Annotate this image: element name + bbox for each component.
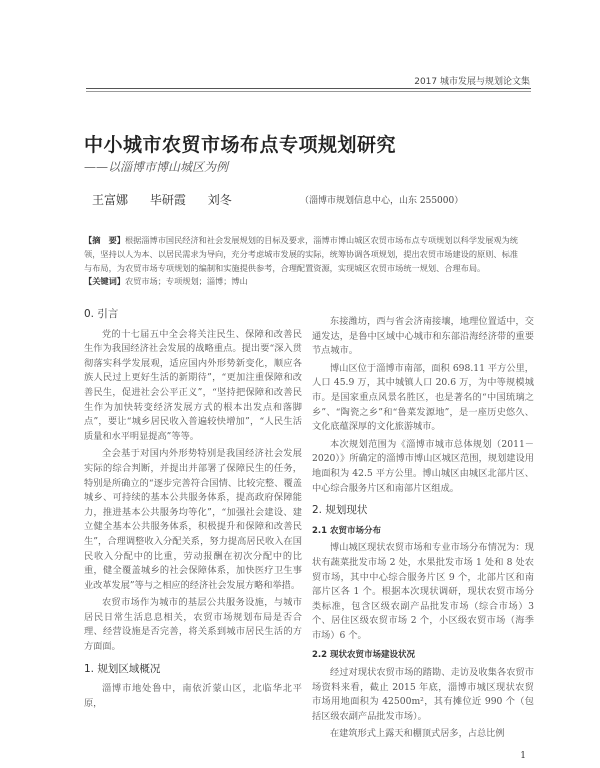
paragraph: 全会基于对国内外形势特别是我国经济社会发展实际的综合判断，并提出并部署了保障民生的任务，特别是所确立的“逐步完善符合国情、比较完整、覆盖城乡、可持续的基本公共服务体系，提高政府保障能力，推进基本公共服务均等化”，“加强社会建设、建立健全基本公共服务体系，积极提升和保障和改善民生”，合理调整收入分配关系，努力提高居民收入在国民收入分配中的比重，劳动报酬在初次分配中的比重，健全覆盖城乡的社会保障体系，加快医疗卫生事业改革发展”等与之相应的经济社会发展方略和举措。: [84, 448, 302, 591]
paragraph: 在建筑形式上露天和棚顶式居多，占总比例: [330, 728, 505, 740]
paragraph: 东接潍坊，西与省会济南接壤，地理位置适中，交通发达，是鲁中区域中心城市和东部沿海经济带的重要节点城市。: [312, 316, 534, 357]
author-2: 毕研霞: [149, 193, 186, 207]
author-1: 王富娜: [92, 193, 129, 207]
section-0-heading: 0. 引言: [84, 308, 119, 320]
paragraph: 博山区位于淄博市南部，面积 698.11 平方公里，人口 45.9 万，其中城镇人口 20.6 万，为中等规模城市。是国家重点风景名胜区，也是著名的“中国琉璃之乡”、“陶瓷之乡”和“鲁菜发源地”，是一座历史悠久、文化底蕴深厚的文化旅游城市。: [312, 362, 534, 433]
author-3: 刘冬: [207, 193, 232, 207]
abstract: [84, 233, 520, 275]
subsection-2-1-heading: 2.1 农贸市场分布: [312, 525, 382, 536]
page-number: 1: [520, 751, 526, 761]
author-list: [92, 191, 250, 208]
paragraph: 博山城区现状农贸市场和专业市场分布情况为：现状有蔬菜批发市场 2 处，水果批发市场 1 处和 8 处农贸市场，其中中心综合服务片区 9 个，北部片区和南部片区各 1 个。根据本次现状调研，现状农贸市场分类标准，包含区级农副产品批发市场（综合市场）3 个、居住区级农贸市场 2 个，小区级农贸市场（海季市场）6 个。: [312, 542, 534, 641]
subsection-2-2-heading: 2.2 现状农贸市场建设状况: [312, 650, 416, 661]
header-rule-thin: [86, 91, 531, 92]
paragraph: 党的十七届五中全会将关注民生、保障和改善民生作为我国经济社会发展的战略重点。提出要“深入贯彻落实科学发展观，适应国内外形势新变化，顺应各族人民过上更好生活的新期待”，“更加注重保障和改善民生，促进社会公平正义”，“坚持把保障和改善民生作为加快转变经济发展方式的根本出发点和落脚点”，要让“城乡居民收入普遍较快增加”，“人民生活质量和水平明显提高”等等。: [84, 328, 302, 442]
paragraph: 农贸市场作为城市的基层公共服务设施，与城市居民日常生活息息相关，农贸市场规划布局是否合理、经营设施是否完善，将关系到城市居民生活的方方面面。: [84, 597, 302, 653]
header-rule: [86, 88, 531, 89]
paragraph: 淄博市地处鲁中，南依沂蒙山区，北临华北平原，: [84, 683, 302, 709]
abstract-text: 根据淄博市国民经济和社会发展规划的目标及要求，淄博市博山城区农贸市场布点专项规划以科学发展观为统领，坚持以人为本、以居民需求为导向，充分考虑城市发展的实际，统筹协调各项规划，提出农贸市场建设的原则、标准与布局，为农贸市场专项规划的编制和实施提供参考，合理配置资源，实现城区农贸市场统一规划、合理布局。: [84, 235, 518, 273]
affiliation: （淄博市规划信息中心，山东 255000）: [300, 196, 464, 206]
section-2-heading: 2. 规划现状: [312, 504, 368, 517]
paper-title: 中小城市农贸市场布点专项规划研究: [84, 134, 397, 156]
paragraph: 经过对现状农贸市场的踏勘、走访及收集各农贸市场资料来看，截止 2015 年底，淄博市城区现状农贸市场用地面积为 42500m²，其有摊位近 990 个（包括区级农副产品批发市场）。: [312, 667, 534, 722]
abstract-label: 【摘 要】: [84, 235, 125, 245]
keywords: [84, 276, 248, 287]
paper-subtitle: ——以淄博市博山城区为例: [84, 160, 229, 174]
left-column: [84, 300, 302, 714]
right-column: [312, 315, 534, 745]
running-head: 2017 城市发展与规划论文集: [414, 77, 530, 87]
paragraph: 本次规划范围为《淄博市城市总体规划（2011－2020）》所确定的淄博市博山区城区范围，规划建设用地面积为 42.5 平方公里。博山城区由城区北部片区、中心综合服务片区和南部片区组成。: [312, 438, 534, 494]
keywords-label: 【关键词】: [84, 276, 125, 286]
section-1-heading: 1. 规划区域概况: [84, 662, 161, 675]
keywords-text: 农贸市场；专项规划；淄博；博山: [124, 276, 248, 286]
